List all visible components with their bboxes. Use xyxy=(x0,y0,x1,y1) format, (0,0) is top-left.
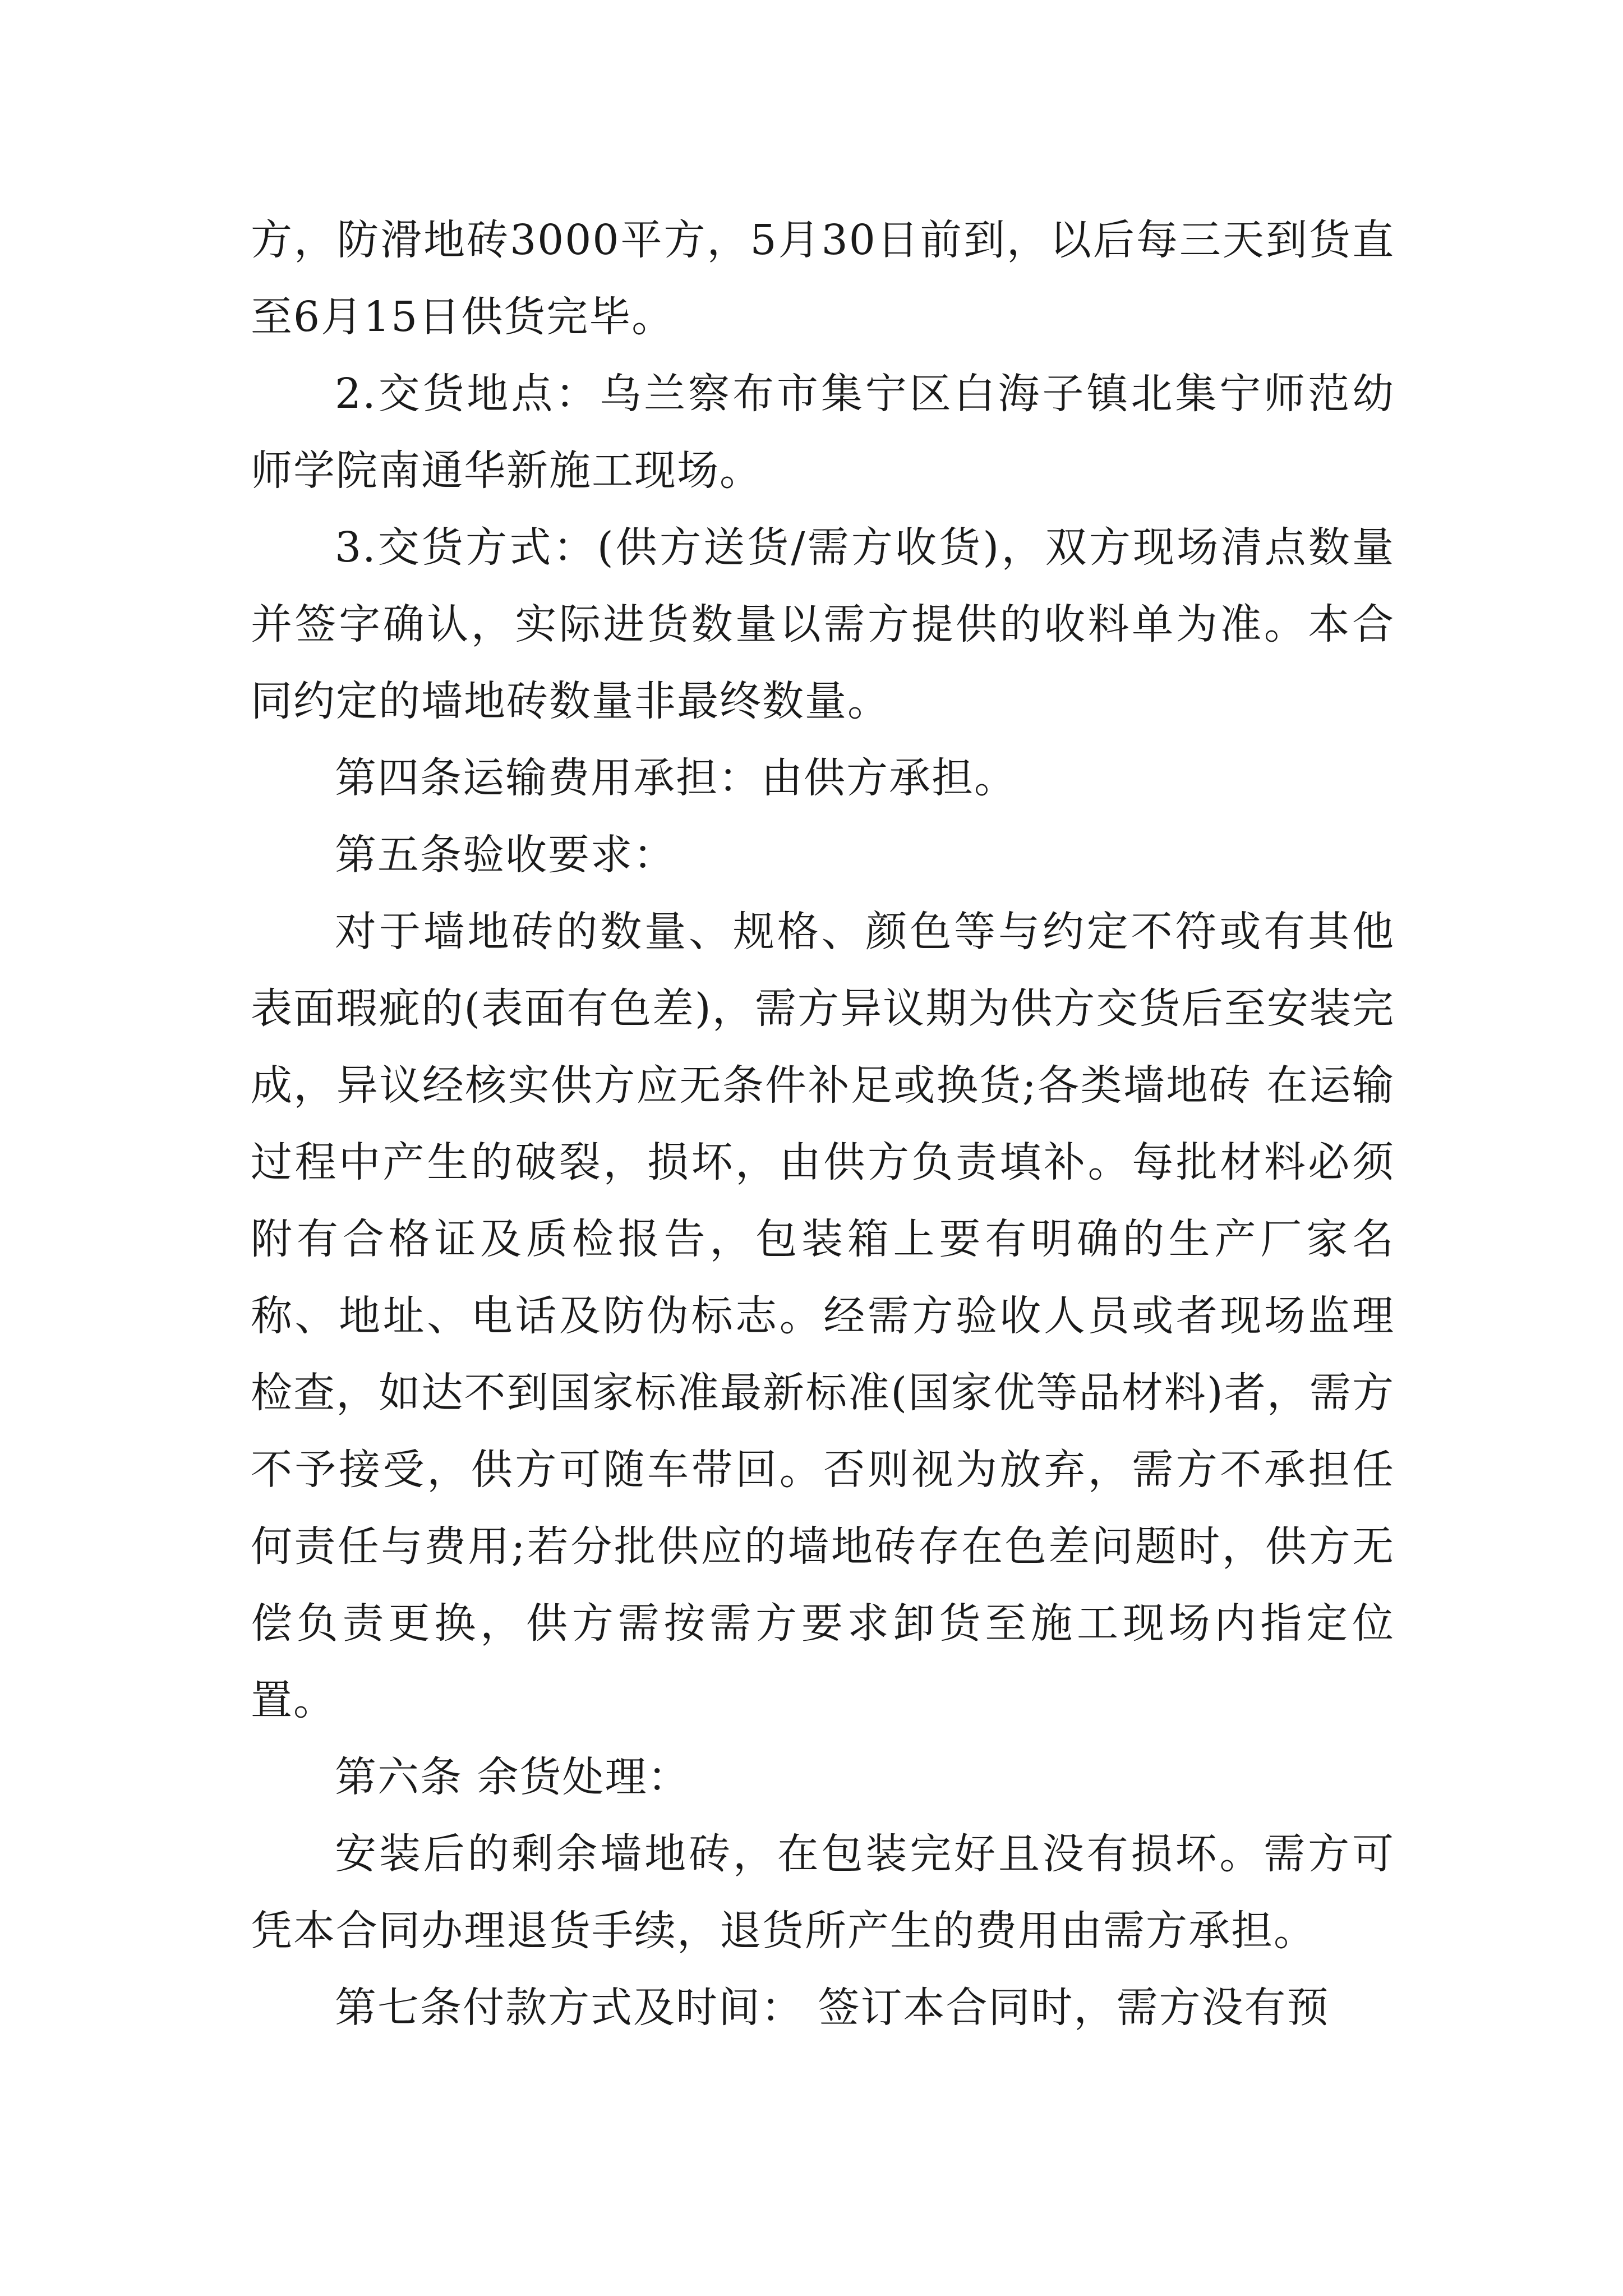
paragraph-article-6-heading: 第六条 余货处理： xyxy=(335,1753,690,1801)
paragraph-delivery-schedule: 方，防滑地砖3000平方，5月30日前到，以后每三天到货直至6月15日供货完毕。 xyxy=(251,216,1395,341)
paragraph-delivery-method: 3.交货方式：(供方送货/需方收货)，双方现场清点数量并签字确认，实际进货数量以需方提供的收料单为准。本合同约定的墙地砖数量非最终数量。 xyxy=(251,523,1395,725)
paragraph-article-5-heading: 第五条验收要求： xyxy=(335,831,676,879)
paragraph-article-6-surplus: 安装后的剩余墙地砖，在包装完好且没有损坏。需方可凭本合同办理退货手续，退货所产生的费用由需方承担。 xyxy=(251,1830,1395,1955)
paragraph-article-4-transport: 第四条运输费用承担：由供方承担。 xyxy=(335,754,1017,802)
document-body xyxy=(251,202,1395,2046)
paragraph-article-7-payment: 第七条付款方式及时间： 签订本合同时，需方没有预 xyxy=(335,1984,1330,2032)
paragraph-article-5-acceptance: 对于墙地砖的数量、规格、颜色等与约定不符或有其他表面瑕疵的(表面有色差)，需方异议期为供方交货后至安装完成，异议经核实供方应无条件补足或换货;各类墙地砖 在运输过程中产生的破裂，损坏，由供方负责填补。每批材料必须附有合格证及质检报告，包装箱上要有明确的生产厂家名称、地址、电话及防伪标志。经需方验收人员或者现场监理检查，如达不到国家标准最新标准(国家优等品材料)者，需方不予接受，供方可随车带回。否则视为放弃，需方不承担任何责任与费用;若分批供应的墙地砖存在色差问题时，供方无偿负责更换，供方需按需方要求卸货至施工现场内指定位置。 xyxy=(251,908,1395,1724)
paragraph-delivery-location: 2.交货地点：乌兰察布市集宁区白海子镇北集宁师范幼师学院南通华新施工现场。 xyxy=(251,370,1395,495)
